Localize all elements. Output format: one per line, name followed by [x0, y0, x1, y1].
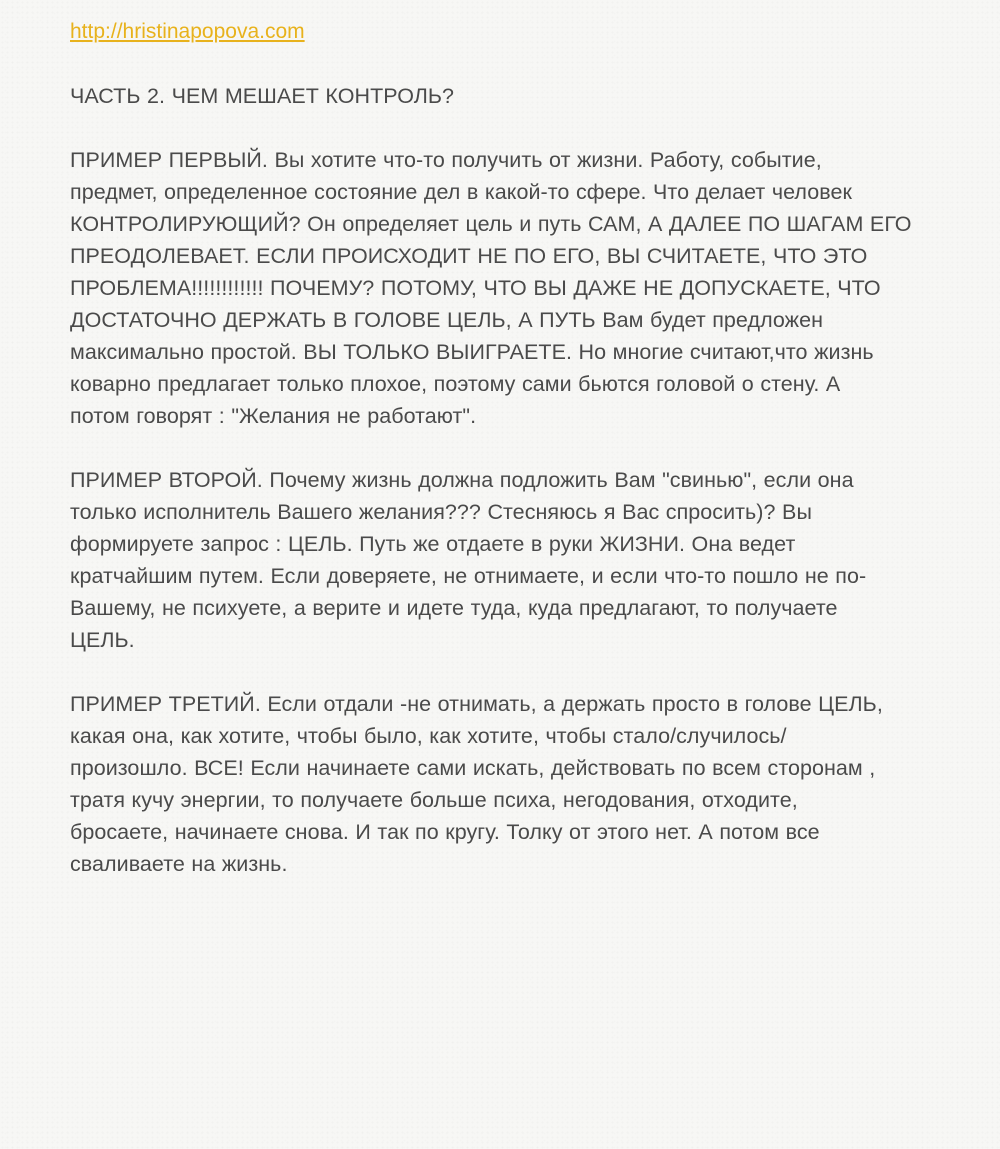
text-line: Вашему, не психуете, а верите и идете туда, куда предлагают, то получаете [70, 596, 838, 620]
text-line: только исполнитель Вашего желания??? Стесняюсь я Вас спросить)? Вы [70, 500, 812, 524]
website-link[interactable]: http://hristinapopova.com [70, 20, 305, 43]
text-line: КОНТРОЛИРУЮЩИЙ? Он определяет цель и путь САМ, А ДАЛЕЕ ПО ШАГАМ ЕГО [70, 212, 912, 236]
text-line: ПРИМЕР ПЕРВЫЙ. Вы хотите что-то получить от жизни. Работу, событие, [70, 148, 822, 172]
text-line: тратя кучу энергии, то получаете больше психа, негодования, отходите, [70, 788, 798, 812]
text-line: ЦЕЛЬ. [70, 628, 135, 652]
text-line: какая она, как хотите, чтобы было, как хотите, чтобы стало/случилось/ [70, 724, 787, 748]
text-line: предмет, определенное состояние дел в какой-то сфере. Что делает человек [70, 180, 852, 204]
text-line: ПРИМЕР ВТОРОЙ. Почему жизнь должна подложить Вам "свинью", если она [70, 468, 854, 492]
article-body [70, 144, 940, 880]
text-line: коварно предлагает только плохое, поэтому сами бьются головой о стену. А [70, 372, 841, 396]
text-line: произошло. ВСЕ! Если начинаете сами искать, действовать по всем сторонам , [70, 756, 876, 780]
section-title: ЧАСТЬ 2. ЧЕМ МЕШАЕТ КОНТРОЛЬ? [70, 84, 455, 108]
text-line: бросаете, начинаете снова. И так по кругу. Толку от этого нет. А потом все [70, 820, 820, 844]
paragraph-example-two [70, 464, 940, 656]
text-line: ДОСТАТОЧНО ДЕРЖАТЬ В ГОЛОВЕ ЦЕЛЬ, А ПУТЬ Вам будет предложен [70, 308, 824, 332]
text-line: кратчайшим путем. Если доверяете, не отнимаете, и если что-то пошло не по- [70, 564, 867, 588]
text-line: ПРЕОДОЛЕВАЕТ. ЕСЛИ ПРОИСХОДИТ НЕ ПО ЕГО, ВЫ СЧИТАЕТЕ, ЧТО ЭТО [70, 244, 868, 268]
text-line: ПРОБЛЕМА!!!!!!!!!!!! ПОЧЕМУ? ПОТОМУ, ЧТО ВЫ ДАЖЕ НЕ ДОПУСКАЕТЕ, ЧТО [70, 276, 881, 300]
text-line: потом говорят : "Желания не работают". [70, 404, 477, 428]
paragraph-example-three [70, 688, 940, 880]
text-line: формируете запрос : ЦЕЛЬ. Путь же отдаете в руки ЖИЗНИ. Она ведет [70, 532, 796, 556]
text-line: максимально простой. ВЫ ТОЛЬКО ВЫИГРАЕТЕ. Но многие считают,что жизнь [70, 340, 874, 364]
text-line: ПРИМЕР ТРЕТИЙ. Если отдали -не отнимать, а держать просто в голове ЦЕЛЬ, [70, 692, 883, 716]
text-line: сваливаете на жизнь. [70, 852, 288, 876]
paragraph-example-one [70, 144, 940, 432]
